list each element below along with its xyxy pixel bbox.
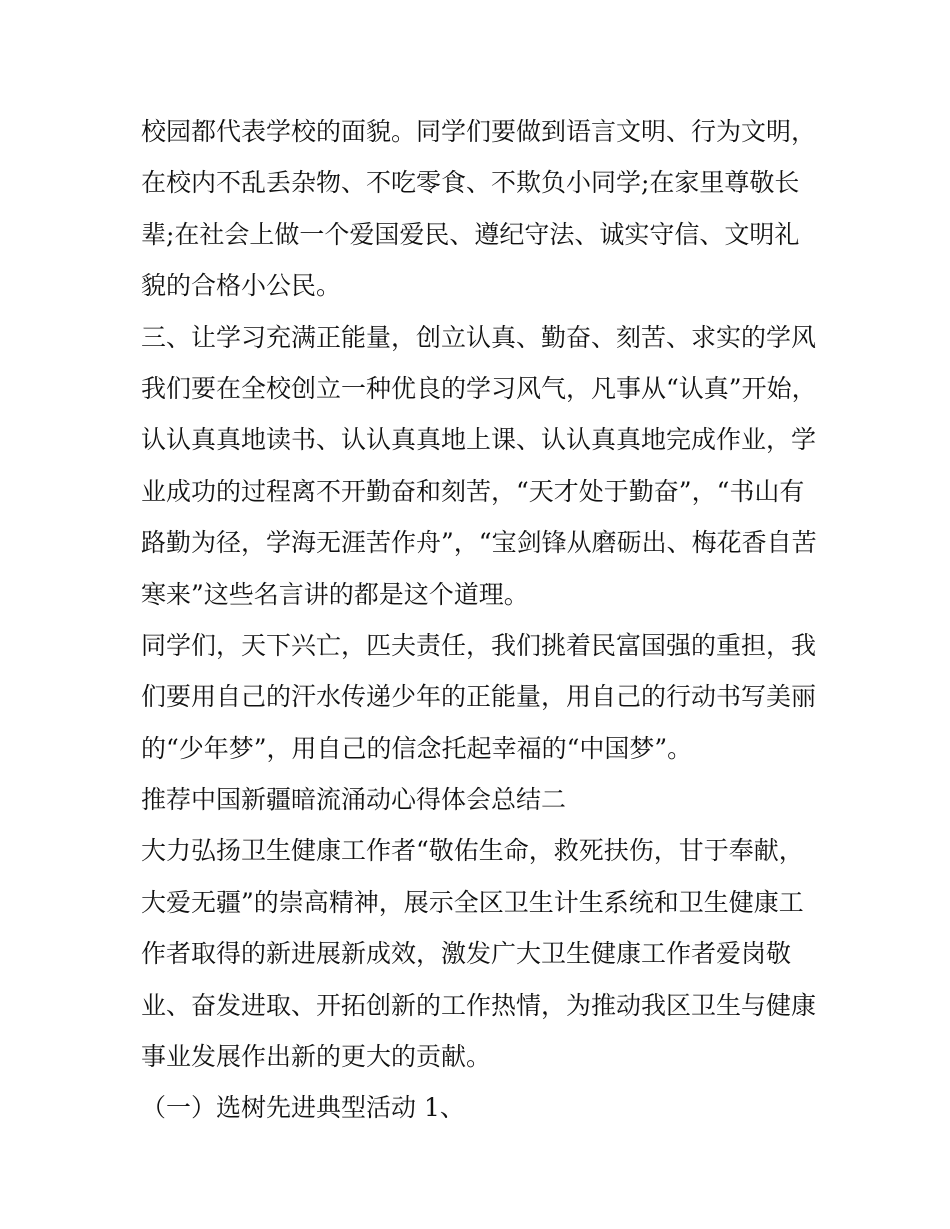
text-line: 业、奋发进取、开拓创新的工作热情，为推动我区卫生与健康 [141,990,817,1020]
sub-heading: （一）选树先进典型活动 1、 [141,1093,465,1123]
text-line: 貌的合格小公民。 [141,271,342,301]
text-line: 大力弘扬卫生健康工作者“敬佑生命，救死扶伤，甘于奉献， [141,836,804,866]
text-line: 的“少年梦”，用自己的信念托起幸福的“中国梦”。 [141,733,693,763]
text-line: 大爱无疆”的崇高精神，展示全区卫生计生系统和卫生健康工 [141,887,804,917]
section-heading: 推荐中国新疆暗流涌动心得体会总结二 [141,785,567,815]
text-line: 们要用自己的汗水传递少年的正能量，用自己的行动书写美丽 [141,682,817,712]
text-line: 路勤为径，学海无涯苦作舟”，“宝剑锋从磨砺出、梅花香自苦 [141,528,817,558]
text-line: 校园都代表学校的面貌。同学们要做到语言文明、行为文明， [141,117,817,146]
text-line: 认认真真地读书、认认真真地上课、认认真真地完成作业，学 [141,425,817,455]
document-body [141,106,821,1134]
text-line: 辈;在社会上做一个爱国爱民、遵纪守法、诚实守信、文明礼 [141,219,800,249]
text-line: 作者取得的新进展新成效，激发广大卫生健康工作者爱岗敬 [141,939,792,969]
text-line: 业成功的过程离不开勤奋和刻苦，“天才处于勤奋”，“书山有 [141,476,805,506]
text-line: 寒来”这些名言讲的都是这个道理。 [141,579,529,609]
text-line: 在校内不乱丢杂物、不吃零食、不欺负小同学;在家里尊敬长 [141,168,800,198]
text-line: 我们要在全校创立一种优良的学习风气，凡事从“认真”开始， [141,373,817,403]
text-line: 事业发展作出新的更大的贡献。 [141,1042,492,1072]
section-heading: 三、让学习充满正能量，创立认真、勤奋、刻苦、求实的学风 [141,322,817,352]
text-line: 同学们，天下兴亡，匹夫责任，我们挑着民富国强的重担，我 [141,630,817,660]
